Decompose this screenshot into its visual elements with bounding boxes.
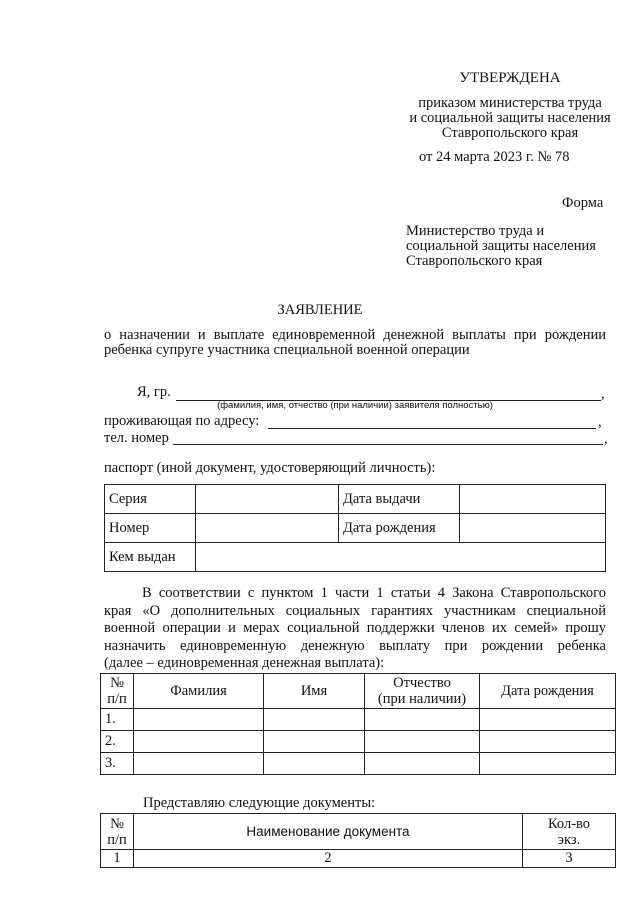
issue-date-field[interactable] (460, 485, 606, 514)
documents-table (100, 813, 616, 868)
approval-title: УТВЕРЖДЕНА (459, 70, 561, 86)
series-label: Серия (105, 485, 196, 514)
cell-name[interactable] (264, 709, 365, 731)
children-col-birth: Дата рождения (480, 674, 616, 709)
body-line3: военной операции и мерах социальной поддержки членов их семей» прошу (104, 620, 606, 636)
body-line5: (далее – единовременная денежная выплата): (104, 655, 385, 671)
children-col-patronymic (365, 674, 480, 709)
subtitle-line1: о назначении и выплате единовременной денежной выплаты при рождении (104, 327, 606, 343)
name-comma: , (601, 386, 605, 402)
body-paragraph (104, 585, 606, 673)
issued-by-field[interactable] (196, 543, 606, 572)
passport-intro: паспорт (иной документ, удостоверяющий личность): (104, 460, 436, 476)
cell-patronymic[interactable] (365, 753, 480, 775)
row-index: 2. (101, 731, 134, 753)
number-field[interactable] (196, 514, 339, 543)
children-col-patronymic-2: (при наличии) (377, 691, 467, 707)
children-col-name: Имя (264, 674, 365, 709)
documents-col-num (101, 814, 134, 850)
children-col-num-2: п/п (107, 691, 127, 707)
address-label: проживающая по адресу: (104, 413, 260, 429)
addressee-block (406, 224, 596, 269)
children-table (100, 673, 616, 775)
cell-name[interactable] (264, 731, 365, 753)
children-col-num (101, 674, 134, 709)
body-line4: назначить единовременную денежную выплату при рождении ребенка (104, 637, 606, 654)
phone-field[interactable] (173, 444, 603, 445)
cell-surname[interactable] (134, 753, 264, 775)
documents-col-count-2: экз. (557, 831, 581, 848)
series-field[interactable] (196, 485, 339, 514)
birth-date-label: Дата рождения (339, 514, 460, 543)
documents-col-count (523, 814, 616, 850)
body-line2: края «О дополнительных социальных гарантиях участникам специальной (104, 602, 606, 619)
index-cell-2: 2 (134, 850, 523, 868)
documents-col-count-1: Кол-во (547, 815, 591, 832)
approval-line3: Ставропольского края (441, 125, 579, 141)
form-label: Форма (562, 195, 604, 211)
subtitle-line2: ребенка супруге участника специальной военной операции (104, 342, 470, 358)
children-col-surname: Фамилия (134, 674, 264, 709)
documents-col-num-2: п/п (107, 831, 127, 848)
issue-date-label: Дата выдачи (339, 485, 460, 514)
addressee-line1: Министерство труда и (406, 223, 545, 239)
address-comma: , (598, 414, 602, 430)
number-label: Номер (105, 514, 196, 543)
row-index: 1. (101, 709, 134, 731)
issued-by-label: Кем выдан (105, 543, 196, 572)
phone-label: тел. номер (104, 430, 169, 446)
documents-intro: Представляю следующие документы: (143, 795, 376, 811)
cell-patronymic[interactable] (365, 709, 480, 731)
approval-line1: приказом министерства труда (418, 95, 602, 111)
cell-birth[interactable] (480, 709, 616, 731)
cell-name[interactable] (264, 753, 365, 775)
table-row (101, 731, 616, 753)
approval-block (400, 70, 620, 141)
approval-line2: и социальной защиты населения (409, 110, 611, 126)
name-hint: (фамилия, имя, отчество (при наличии) заявителя полностью) (217, 400, 493, 411)
children-col-patronymic-1: Отчество (393, 675, 451, 691)
index-cell-1: 1 (101, 850, 134, 868)
children-col-num-1: № (110, 675, 124, 691)
cell-surname[interactable] (134, 731, 264, 753)
body-line1: В соответствии с пунктом 1 части 1 статьи 4 Закона Ставропольского (142, 585, 606, 601)
addressee-line2: социальной защиты населения (406, 238, 596, 254)
approval-date: от 24 марта 2023 г. № 78 (419, 149, 570, 165)
cell-patronymic[interactable] (365, 731, 480, 753)
cell-birth[interactable] (480, 753, 616, 775)
row-index: 3. (101, 753, 134, 775)
cell-surname[interactable] (134, 709, 264, 731)
name-label: Я, гр. (137, 384, 171, 400)
passport-table (104, 484, 606, 572)
table-row (101, 753, 616, 775)
table-row (101, 709, 616, 731)
table-row (101, 850, 616, 868)
page-title: ЗАЯВЛЕНИЕ (277, 302, 363, 318)
cell-birth[interactable] (480, 731, 616, 753)
birth-date-field[interactable] (460, 514, 606, 543)
index-cell-3: 3 (523, 850, 616, 868)
documents-col-num-1: № (110, 815, 124, 832)
address-field[interactable] (268, 428, 596, 429)
addressee-line3: Ставропольского края (406, 253, 543, 269)
documents-col-name: Наименование документа (134, 814, 523, 850)
phone-comma: , (604, 431, 608, 447)
